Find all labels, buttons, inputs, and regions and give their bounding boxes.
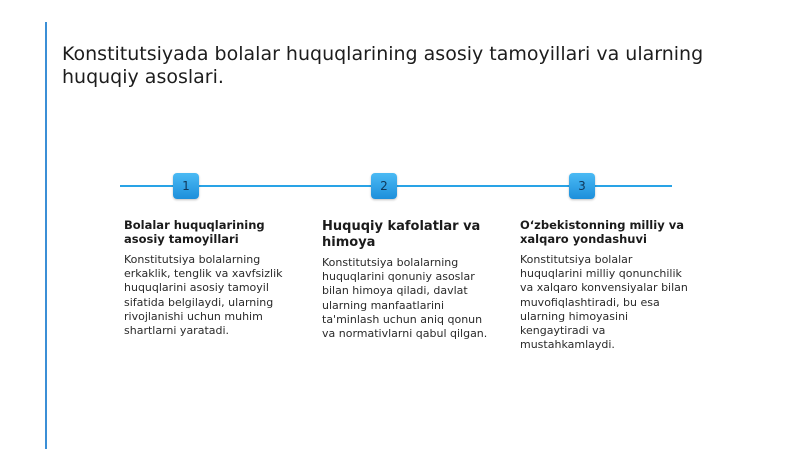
- accent-bar: [45, 22, 47, 449]
- timeline-column-2: [322, 218, 492, 341]
- column-heading: O‘zbekistonning milliy va xalqaro yondashuvi: [520, 218, 684, 246]
- column-body: Konstitutsiya bolalarning huquqlarini qonuniy asoslar bilan himoya qiladi, davlat ularning manfaatlarini ta'minlash uchun aniq qonun va normativlarni qabul qilgan.: [322, 256, 488, 341]
- timeline-column-3: [520, 218, 690, 352]
- column-body: Konstitutsiya bolalarning erkaklik, tenglik va xavfsizlik huquqlarini asosiy tamoyil sifatida belgilaydi, ularning rivojlanishi uchun muhim shartlarni yaratadi.: [124, 253, 283, 338]
- timeline-marker-1: 1: [173, 173, 199, 199]
- column-heading: Huquqiy kafolatlar va himoya: [322, 219, 481, 250]
- column-body: Konstitutsiya bolalar huquqlarini milliy qonunchilik va xalqaro konvensiyalar bilan muvofiqlashtiradi, bu esa ularning himoyasini kengaytiradi va mustahkamlaydi.: [520, 253, 688, 352]
- timeline-marker-3: 3: [569, 173, 595, 199]
- timeline-marker-2: 2: [371, 173, 397, 199]
- slide-title: Konstitutsiyada bolalar huquqlarining asosiy tamoyillari va ularning huquqiy asoslari.: [62, 43, 704, 88]
- timeline-column-1: [124, 218, 294, 338]
- column-heading: Bolalar huquqlarining asosiy tamoyillari: [124, 218, 265, 246]
